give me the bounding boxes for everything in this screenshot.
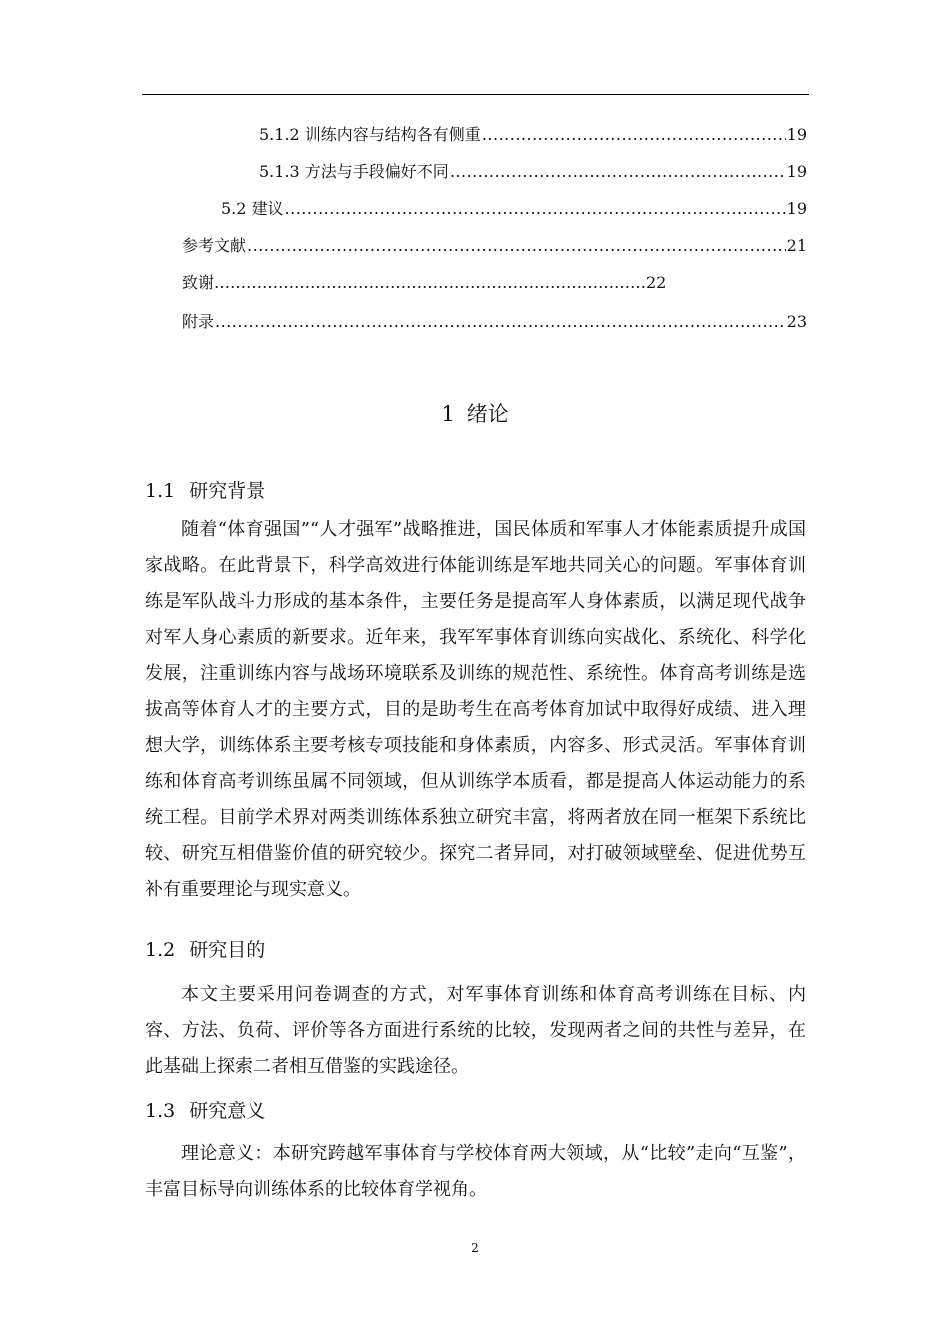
toc-entry-acknowledgements[interactable]: 致谢………………………………………………………………………22 xyxy=(182,273,667,292)
section-number: 1.3 xyxy=(145,1100,176,1122)
toc-entry-page: 19 xyxy=(786,199,807,218)
toc-leader-dots xyxy=(482,125,786,145)
header-rule xyxy=(142,94,809,95)
toc-leader-dots xyxy=(285,199,786,219)
toc-entry[interactable] xyxy=(221,199,807,219)
toc-entry-title: 5.2 建议 xyxy=(221,199,284,218)
section-heading xyxy=(145,478,265,504)
body-paragraph: 随着“体育强国”“人才强军”战略推进，国民体质和军事人才体能素质提升成国家战略。在此背景下，科学高效进行体能训练是军地共同关心的问题。军事体育训练是军队战斗力形成的基本条件，主要任务是提高军人身体素质，以满足现代战争对军人身心素质的新要求。近年来，我军军事体育训练向实战化、系统化、科学化发展，注重训练内容与战场环境联系及训练的规范性、系统性。体育高考训练是选拔高等体育人才的主要方式，目的是助考生在高考体育加试中取得好成绩、进入理想大学，训练体系主要考核专项技能和身体素质，内容多、形式灵活。军事体育训练和体育高考训练虽属不同领域，但从训练学本质看，都是提高人体运动能力的系统工程。目前学术界对两类训练体系独立研究丰富，将两者放在同一框架下系统比较、研究互相借鉴价值的研究较少。探究二者异同，对打破领域壁垒、促进优势互补有重要理论与现实意义。 xyxy=(145,519,806,900)
toc-entry-page: 19 xyxy=(786,162,807,181)
toc-leader-dots xyxy=(215,312,786,332)
chapter-title: 绪论 xyxy=(466,402,509,426)
section-title: 研究目的 xyxy=(189,939,266,961)
page-number: 2 xyxy=(471,1241,479,1255)
section-title: 研究背景 xyxy=(189,480,266,502)
toc-leader-dots xyxy=(450,162,786,182)
body-paragraph: 理论意义：本研究跨越军事体育与学校体育两大领域，从“比较”走向“互鉴”，丰富目标导向训练体系的比较体育学视角。 xyxy=(145,1143,806,1200)
section-number: 1.2 xyxy=(145,939,176,961)
toc-entry[interactable] xyxy=(182,236,807,256)
toc-entry-title: 参考文献 xyxy=(182,236,247,255)
section-heading xyxy=(145,1098,265,1124)
toc-leader-dots xyxy=(247,236,786,256)
section-heading xyxy=(145,937,265,963)
toc-entry[interactable] xyxy=(259,125,807,145)
toc-entry-title: 5.1.3 方法与手段偏好不同 xyxy=(259,162,449,181)
toc-entry-page: 21 xyxy=(786,236,807,255)
toc-entry-page: 19 xyxy=(786,125,807,144)
toc-entry-page: 23 xyxy=(786,312,807,331)
toc-entry-title: 附录 xyxy=(182,312,215,331)
toc-entry-title: 5.1.2 训练内容与结构各有侧重 xyxy=(259,125,481,144)
chapter-heading xyxy=(0,400,950,428)
body-paragraph: 本文主要采用问卷调查的方式，对军事体育训练和体育高考训练在目标、内容、方法、负荷、评价等各方面进行系统的比较，发现两者之间的共性与差异，在此基础上探索二者相互借鉴的实践途径。 xyxy=(145,984,806,1077)
chapter-number: 1 xyxy=(441,402,455,426)
toc-entry[interactable] xyxy=(259,162,807,182)
section-title: 研究意义 xyxy=(189,1100,266,1122)
section-number: 1.1 xyxy=(145,480,176,502)
toc-entry[interactable] xyxy=(182,312,807,332)
